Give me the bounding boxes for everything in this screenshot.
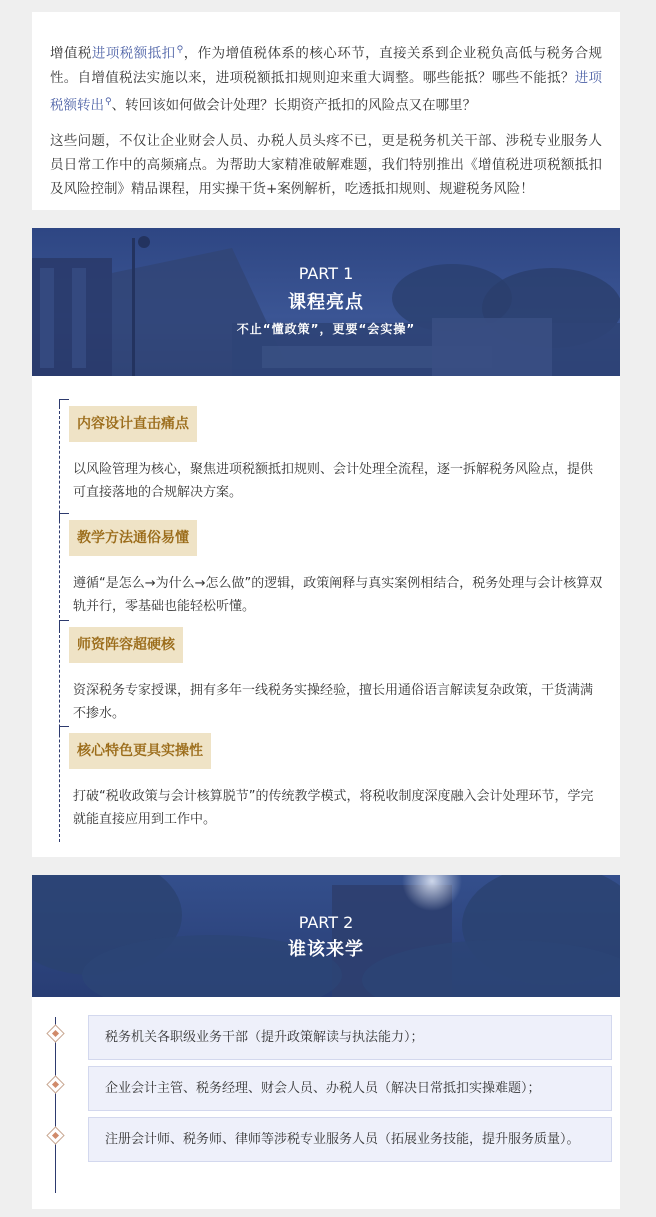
highlight-desc: 资深税务专家授课，拥有多年一线税务实操经验，擅长用通俗语言解读复杂政策，干货满满不掺水。 xyxy=(73,683,594,721)
highlight-title: 内容设计直击痛点 xyxy=(69,406,197,442)
part2-title: 谁该来学 xyxy=(288,939,364,960)
timeline-line xyxy=(55,1017,56,1193)
part1-subtitle: 不止“懂政策”，更要“会实操” xyxy=(236,322,416,336)
part1-label: PART 1 xyxy=(298,264,354,283)
highlights-card xyxy=(32,376,620,857)
audience-item: 企业会计主管、税务经理、财会人员、办税人员（解决日常抵扣实操难题）； xyxy=(88,1066,612,1111)
part1-title: 课程亮点 xyxy=(288,292,364,313)
corner-bracket-icon xyxy=(59,726,69,736)
link-input-tax-transfer-out[interactable]: 进项税额转出 xyxy=(50,69,603,113)
part2-label: PART 2 xyxy=(298,913,354,932)
highlight-desc: 打破“税收政策与会计核算脱节”的传统教学模式，将税收制度深度融入会计处理环节，学完就能直接应用到工作中。 xyxy=(73,789,594,827)
corner-bracket-icon xyxy=(59,513,69,523)
intro-card xyxy=(32,12,620,210)
corner-bracket-icon xyxy=(59,620,69,630)
audience-card xyxy=(32,997,620,1209)
part1-banner xyxy=(32,228,620,376)
intro-paragraph-1: 增值税进项税额抵扣⚲，作为增值税体系的核心环节，直接关系到企业税负高低与税务合规性。自增值税法实施以来，进项税额抵扣规则迎来重大调整。哪些能抵？哪些不能抵？进项税额转出⚲、转回该如何做会计处理？长期资产抵扣的风险点又在哪里？ xyxy=(50,45,603,113)
part2-banner xyxy=(32,875,620,997)
link-input-tax-deduction[interactable]: 进项税额抵扣 xyxy=(91,45,176,62)
highlight-title: 师资阵容超硬核 xyxy=(69,627,183,663)
search-icon[interactable]: ⚲ xyxy=(105,96,112,107)
corner-bracket-icon xyxy=(59,399,69,409)
top-gap xyxy=(0,0,656,10)
highlight-desc: 以风险管理为核心，聚焦进项税额抵扣规则、会计处理全流程，逐一拆解税务风险点，提供可直接落地的合规解决方案。 xyxy=(73,462,594,500)
diamond-bullet-icon xyxy=(46,1024,64,1042)
intro-paragraph-2: 这些问题，不仅让企业财会人员、办税人员头疼不已，更是税务机关干部、涉税专业服务人员日常工作中的高频痛点。为帮助大家精准破解难题，我们特别推出《增值税进项税额抵扣及风险控制》精品课程，用实操干货+案例解析，吃透抵扣规则、规避税务风险！ xyxy=(50,133,602,197)
highlight-desc: 遵循“是怎么→为什么→怎么做”的逻辑，政策阐释与真实案例相结合，税务处理与会计核算双轨并行，零基础也能轻松听懂。 xyxy=(73,576,603,614)
highlight-title: 教学方法通俗易懂 xyxy=(69,520,197,556)
highlight-title: 核心特色更具实操性 xyxy=(69,733,211,769)
diamond-bullet-icon xyxy=(46,1075,64,1093)
audience-item: 税务机关各职级业务干部（提升政策解读与执法能力）； xyxy=(88,1015,612,1060)
audience-item: 注册会计师、税务师、律师等涉税专业服务人员（拓展业务技能，提升服务质量）。 xyxy=(88,1117,612,1162)
diamond-bullet-icon xyxy=(46,1126,64,1144)
search-icon[interactable]: ⚲ xyxy=(176,45,184,55)
